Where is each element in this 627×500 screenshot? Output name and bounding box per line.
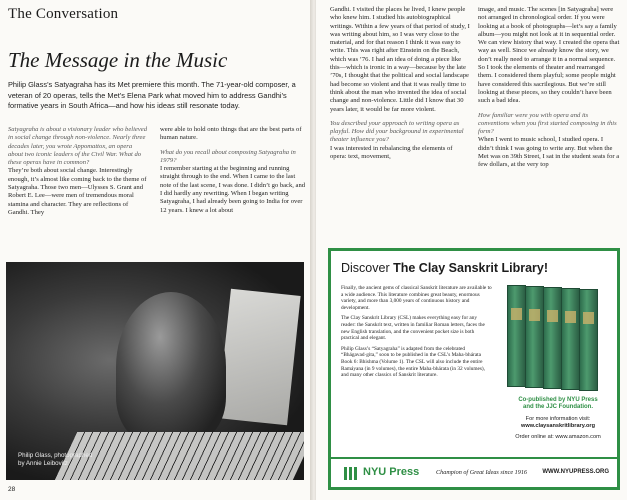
section-title: The Conversation — [8, 6, 119, 22]
publisher-url-link[interactable]: WWW.NYUPRESS.ORG — [542, 469, 609, 475]
photo-caption — [18, 452, 92, 468]
publisher-name: NYU Press — [363, 466, 420, 478]
ad-body — [341, 285, 493, 383]
order-line[interactable]: Order online at: www.amazon.com — [515, 433, 601, 440]
right-column-1 — [330, 6, 470, 161]
article-title: The Message in the Music — [8, 48, 228, 72]
interview-answer: I remember starting at the beginning and running straight through to the end. When I came to the last note of the last scene, I was done. I didn’t go back, and I did hardly any rewriting. When I began writing Satyagraha, I had already been going to India for over 12 years. I knew a lot about — [160, 165, 306, 214]
interview-question: What do you recall about composing Satyagraha in 1979? — [160, 148, 296, 164]
left-column-2 — [160, 126, 306, 215]
photo-caption-line-2: by Annie Leibovitz — [18, 460, 68, 467]
right-column-2 — [478, 6, 620, 170]
interview-answer: image, and music. The scenes [in Satyagraha] were not arranged in chronological order. If you were looking at a book of photographs—let’s say a family album—you might not look at it in sequential order. We can view history that way. I created the opera that way as well. Since we already know the story, we don’t really need to arrange it in a normal sequence. So I took the elements of theater and rearranged them. I considered them playful; some people might have considered this sacrilegious. But we’re still looking at these pieces, so they couldn’t have been such a bad idea. — [478, 6, 620, 105]
book-spine — [525, 286, 544, 388]
copub-line-2: and the JJC Foundation. — [523, 404, 593, 411]
ad-footer — [331, 457, 617, 487]
ad-paragraph: The Clay Sanskrit Library (CSL) makes everything easy for any reader: the Sanskrit text, written in familiar Roman letters, faces the new English translation, and the convenient pocket size is both practical and elegant. — [341, 315, 485, 342]
book-spine — [543, 287, 562, 389]
composer-figure-image — [116, 292, 226, 442]
article-dek: Philip Glass’s Satyagraha has its Met premiere this month. The 71-year-old composer, a veteran of 20 operas, tells the Met’s Elena Park what moved him to address Gandhi’s formative years in South Africa—and how his ideas still resonate today. — [8, 80, 296, 111]
interview-answer: I was interested in rebalancing the elements of opera: text, movement, — [330, 144, 453, 161]
ad-copublisher-box — [511, 397, 605, 441]
publisher-tagline: Champion of Great Ideas since 1916 — [436, 469, 528, 476]
left-column-1 — [8, 126, 148, 217]
interview-answer: They’re both about social change. Interestingly enough, it’s almost like coming back to the theme of Satyagraha. Those two men—Ulysses S. Grant and Robert E. Lee—were men of tremendous moral stamina and character. They are reflections of Gandhi. They — [8, 167, 147, 216]
ad-paragraph: Finally, the ancient gems of classical Sanskrit literature are available to a wide audience. This literature combines great beauty, enormous variety, and more than 3,000 years of continuous history and development. — [341, 285, 492, 311]
interview-question: Satyagraha is about a visionary leader who believed in social change through non-violence. Nearly three decades later, you wrote Appomattox, an opera about two iconic leaders of the Civil War. What do these operas have in common? — [8, 126, 147, 167]
ad-headline-lead: Discover — [341, 261, 394, 275]
left-page — [0, 0, 312, 500]
page-number: 28 — [8, 486, 16, 493]
book-stack-image — [507, 285, 609, 391]
info-url-link[interactable]: www.claysanskritlibrary.org — [521, 423, 595, 430]
interview-question: You described your approach to writing opera as playful. How did your background in experimental theater influence you? — [330, 119, 464, 144]
photo-caption-line-1: Philip Glass, photographed — [18, 452, 93, 459]
clay-sanskrit-ad — [328, 248, 620, 490]
interview-answer: Gandhi. I visited the places he lived, I knew people who knew him. I studied his autobiographical writings. Within a few years of that period of study, I was writing about him, so I was very close to the material, and for that reason I think it was easy to write. This was right after Einstein on the Beach, which was ’76. I had an idea of doing a piece like this—which is ironic in a way—because by the late ’70s, I thought that the political and social landscape had become so violent and that it was really time to think about the man who invented the idea of social change and non-violence. Little did I know that 30 years later, it would be far more violent. — [330, 6, 470, 113]
nyu-torch-icon — [343, 465, 359, 481]
info-line: For more information visit: — [525, 415, 591, 422]
ad-paragraph: Philip Glass’s “Satyagraha” is adapted from the celebrated “Bhágavad·gita,” soon to be published in the CSL’s Maha·bhárata Book 6: Bhishma (Volume 1). The CSL will also include the entire Ramáyana (in 9 volumes), the entire Maha·bhárata (in 32 volumes), and many other classics of Sanskrit literature. — [341, 345, 485, 379]
book-spine — [561, 288, 580, 390]
ad-headline-bold: The Clay Sanskrit Library! — [393, 261, 549, 275]
ad-headline — [341, 261, 548, 275]
interview-answer: When I went to music school, I studied opera. I didn’t think I was going to write any. But when the Met was on 39th Street, I sat in the student seats for a few dollars, at the very top — [478, 136, 620, 169]
book-spine — [507, 285, 526, 387]
interview-answer: were able to hold onto things that are the best parts of human nature. — [160, 126, 302, 142]
interview-question: How familiar were you with opera and its conventions when you first started composing in this form? — [478, 111, 617, 136]
sheet-music-image — [217, 289, 300, 426]
portrait-photo — [6, 262, 304, 480]
copub-line-1: Co-published by NYU Press — [518, 397, 598, 403]
book-spine — [579, 289, 598, 391]
right-page — [316, 0, 627, 500]
